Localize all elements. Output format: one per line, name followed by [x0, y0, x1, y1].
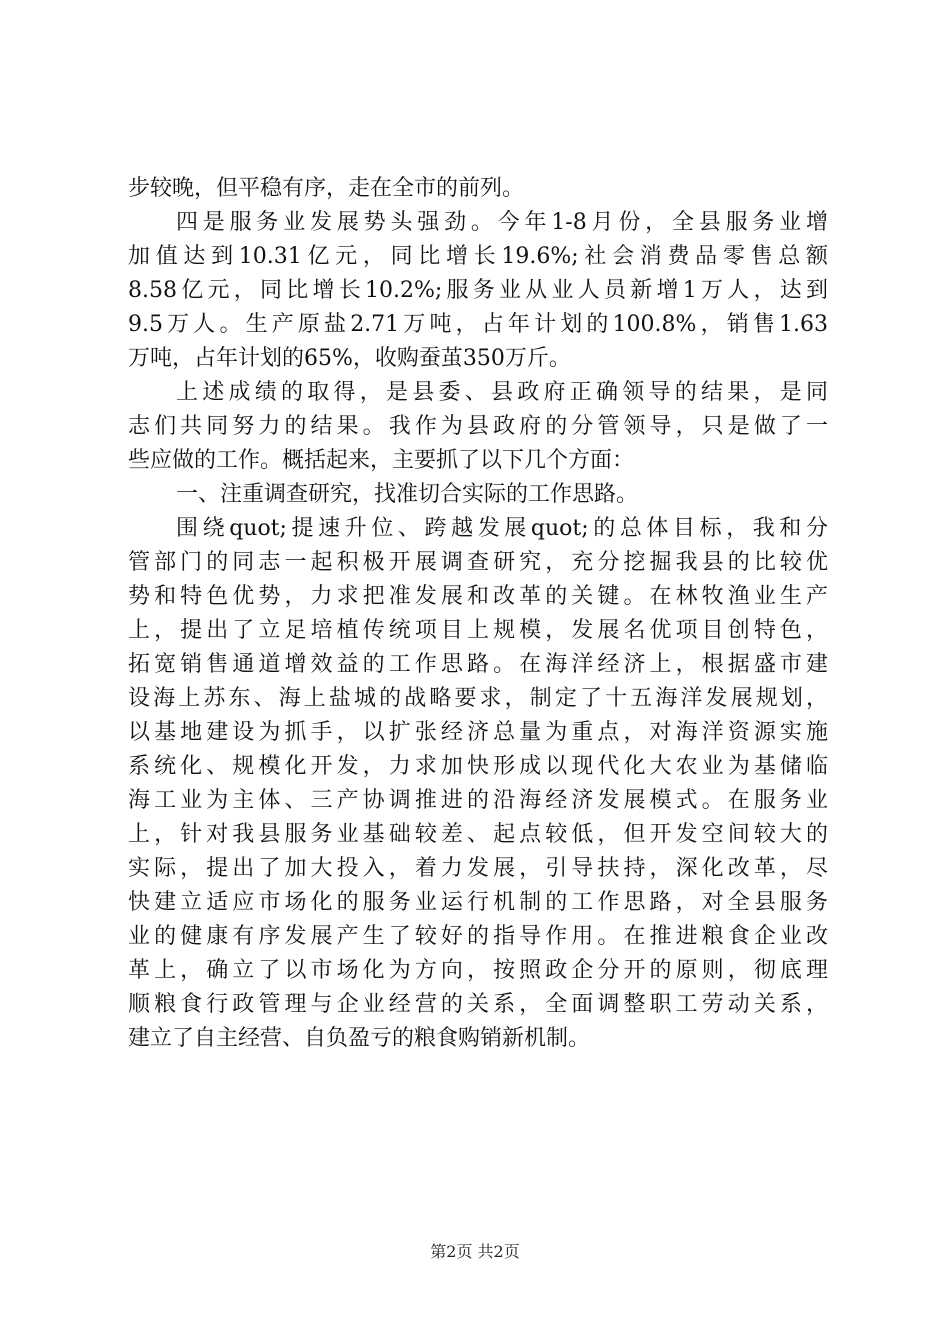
text-line: 步较晚，但平稳有序，走在全市的前列。 [128, 176, 525, 201]
text-line: 设海上苏东、海上盐城的战略要求，制定了十五海洋发展规划， [128, 686, 828, 711]
text-line: 快建立适应市场化的服务业运行机制的工作思路，对全县服务 [128, 890, 828, 915]
section-heading: 一、注重调查研究，找准切合实际的工作思路。 [176, 482, 639, 507]
text-line: 上，提出了立足培植传统项目上规模，发展名优项目创特色， [128, 618, 828, 643]
text-line: 海工业为主体、三产协调推进的沿海经济发展模式。在服务业 [128, 788, 828, 813]
text-line: 加值达到10.31亿元，同比增长19.6%;社会消费品零售总额 [128, 244, 828, 269]
text-line: 四是服务业发展势头强劲。今年1-8月份，全县服务业增 [176, 210, 828, 235]
text-line: 上，针对我县服务业基础较差、起点较低，但开发空间较大的 [128, 822, 828, 847]
text-line: 万吨，占年计划的65%，收购蚕茧350万斤。 [128, 346, 571, 371]
text-line: 9.5万人。生产原盐2.71万吨，占年计划的100.8%，销售1.63 [128, 312, 828, 337]
text-line: 管部门的同志一起积极开展调查研究，充分挖掘我县的比较优 [128, 550, 828, 575]
page-number-footer: 第2页 共2页 [430, 1242, 520, 1261]
text-line: 顺粮食行政管理与企业经营的关系，全面调整职工劳动关系， [128, 992, 828, 1017]
text-line: 上述成绩的取得，是县委、县政府正确领导的结果，是同 [176, 380, 828, 405]
text-line: 些应做的工作。概括起来，主要抓了以下几个方面： [128, 448, 635, 473]
document-body [128, 172, 828, 1056]
text-line: 革上，确立了以市场化为方向，按照政企分开的原则，彻底理 [128, 958, 828, 983]
text-line: 拓宽销售通道增效益的工作思路。在海洋经济上，根据盛市建 [128, 652, 828, 677]
text-line: 以基地建设为抓手，以扩张经济总量为重点，对海洋资源实施 [128, 720, 828, 745]
text-line: 势和特色优势，力求把准发展和改革的关键。在林牧渔业生产 [128, 584, 828, 609]
text-line: 业的健康有序发展产生了较好的指导作用。在推进粮食企业改 [128, 924, 828, 949]
text-line: 围绕quot;提速升位、跨越发展quot;的总体目标，我和分 [176, 516, 828, 541]
text-line: 实际，提出了加大投入，着力发展，引导扶持，深化改革，尽 [128, 856, 828, 881]
text-line: 建立了自主经营、自负盈亏的粮食购销新机制。 [128, 1026, 591, 1051]
text-line: 8.58亿元，同比增长10.2%;服务业从业人员新增1万人，达到 [128, 278, 828, 303]
text-line: 系统化、规模化开发，力求加快形成以现代化大农业为基储临 [128, 754, 828, 779]
text-line: 志们共同努力的结果。我作为县政府的分管领导，只是做了一 [128, 414, 828, 439]
